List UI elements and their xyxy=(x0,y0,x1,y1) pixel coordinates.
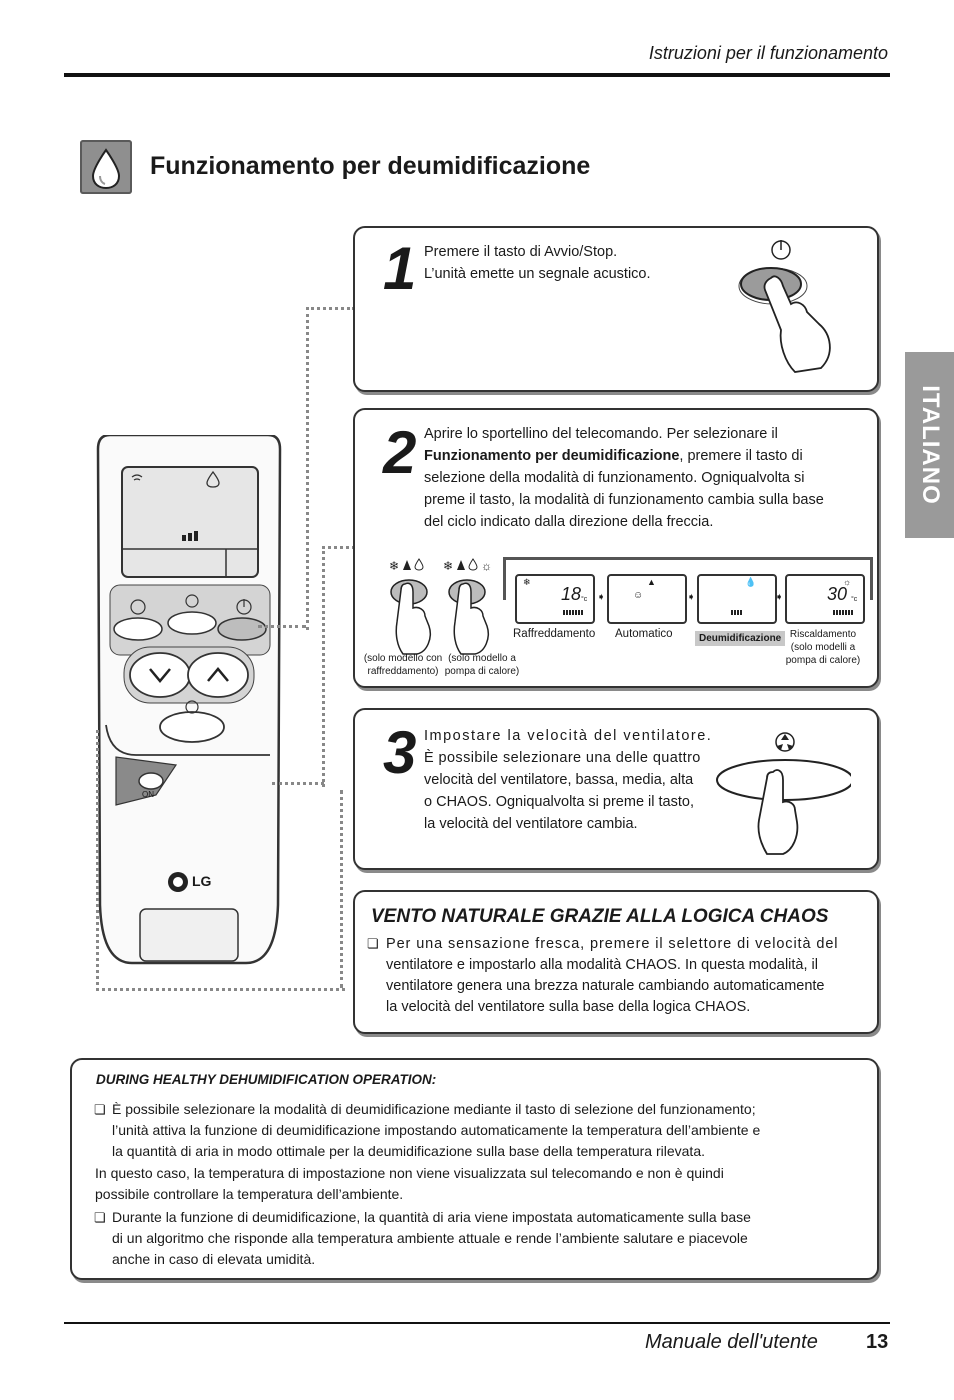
chaos-text: Per una sensazione fresca, premere il selettore di velocità del ventilatore e impostarlo alla modalità CHAOS. In questa modalità, il ventilatore genera una brezza naturale cambiando automaticamente la velocità del ventilatore sulla base della logica CHAOS. xyxy=(386,936,839,1015)
connector-step3-b xyxy=(340,790,343,988)
footer-rule xyxy=(64,1322,890,1324)
step1-number: 1 xyxy=(383,235,417,302)
connector-step1-b xyxy=(258,625,306,628)
step1-text: Premere il tasto di Avvio/Stop. L’unità emette un segnale acustico. xyxy=(424,244,651,282)
lcd-auto: ▲ ☺ xyxy=(607,574,687,624)
note-heat-pump: (solo modello a pompa di calore) xyxy=(444,653,520,677)
footer-manual-title: Manuale dell'utente xyxy=(645,1331,818,1353)
fan-speed-button-illustration xyxy=(711,728,851,862)
header-rule xyxy=(64,73,890,77)
note-cooling-only: (solo modello con raffreddamento) xyxy=(363,653,443,677)
healthy-paragraph: In questo caso, la temperatura di impostazione non viene visualizzata sul telecomando e non è quindi possibile controllare la temperatura dell’ambiente. xyxy=(95,1165,724,1202)
lcd-heating: ☼ 30 °c xyxy=(785,574,865,624)
step2-box xyxy=(353,408,879,688)
svg-text:❄: ❄ xyxy=(443,559,454,573)
lcd-cooling: ❄ 18 °c xyxy=(515,574,595,624)
label-heating: Riscaldamento (solo modelli a pompa di calore) xyxy=(785,629,861,666)
chaos-box xyxy=(353,890,879,1034)
chaos-bullet-icon: ❏ xyxy=(367,936,379,951)
mode-button-cooling-only xyxy=(383,556,443,656)
healthy-bullet-2: Durante la funzione di deumidificazione, la quantità di aria viene impostata automaticamente sulla base di un algoritmo che risponde alla temperatura ambiente attuale e rende l’ambiente salutare e piacevole anche in caso di elevata umidità. xyxy=(112,1209,751,1267)
arrow-3: ➧ xyxy=(775,592,784,603)
arrow-2: ➧ xyxy=(687,592,696,603)
running-header: Istruzioni per il funzionamento xyxy=(648,43,888,63)
healthy-box xyxy=(70,1058,879,1280)
healthy-title: DURING HEALTHY DEHUMIDIFICATION OPERATION: xyxy=(96,1072,437,1087)
mode-button-heat-pump xyxy=(441,556,511,656)
connector-step3 xyxy=(96,730,345,991)
lcd-dehum: 💧 xyxy=(697,574,777,624)
power-button-illustration xyxy=(735,234,845,374)
step3-box xyxy=(353,708,879,870)
label-dehum: Deumidificazione xyxy=(695,631,785,646)
water-drop-icon xyxy=(80,140,132,194)
svg-text:❄: ❄ xyxy=(389,559,400,573)
healthy-bullet-2-icon: ❏ xyxy=(94,1210,106,1225)
remote-on-label: ON xyxy=(142,790,154,799)
arrow-1: ➧ xyxy=(597,592,606,603)
section-title: Funzionamento per deumidificazione xyxy=(150,152,591,180)
step3-number: 3 xyxy=(383,719,417,786)
healthy-bullet-1-icon: ❏ xyxy=(94,1102,106,1117)
remote-brand: LG xyxy=(192,873,212,889)
step2-bold: Funzionamento per deumidificazione xyxy=(424,448,680,464)
label-auto: Automatico xyxy=(615,628,673,640)
healthy-bullet-1: È possibile selezionare la modalità di deumidificazione mediante il tasto di selezione del funzionamento; l’unità attiva la funzione di deumidificazione impostando automaticamente la temperatura dell’ambiente e la quantità di aria in modo ottimale per la deumidificazione sulla base della temperatura rilevata. xyxy=(112,1101,761,1159)
label-cooling: Raffreddamento xyxy=(513,628,596,640)
step2-text: Aprire lo sportellino del telecomando. Per selezionare il Funzionamento per deumidificazione, premere il tasto di selezione della modalità di funzionamento. Ogniqualvolta si preme il tasto, la modalità di funzionamento cambia sulla base del ciclo indicato dalla direzione della freccia. xyxy=(424,426,824,530)
svg-text:☼: ☼ xyxy=(481,559,492,573)
step1-box xyxy=(353,226,879,392)
page-number: 13 xyxy=(866,1331,889,1353)
step3-text: Impostare la velocità del ventilatore. È possibile selezionare una delle quattro velocità del ventilatore, bassa, media, alta o CHAOS. Ogniqualvolta si preme il tasto, la velocità del ventilatore cambia. xyxy=(424,728,713,832)
language-tab: ITALIANO xyxy=(905,352,954,538)
step2-number: 2 xyxy=(383,419,417,486)
chaos-title: VENTO NATURALE GRAZIE ALLA LOGICA CHAOS xyxy=(371,906,829,927)
